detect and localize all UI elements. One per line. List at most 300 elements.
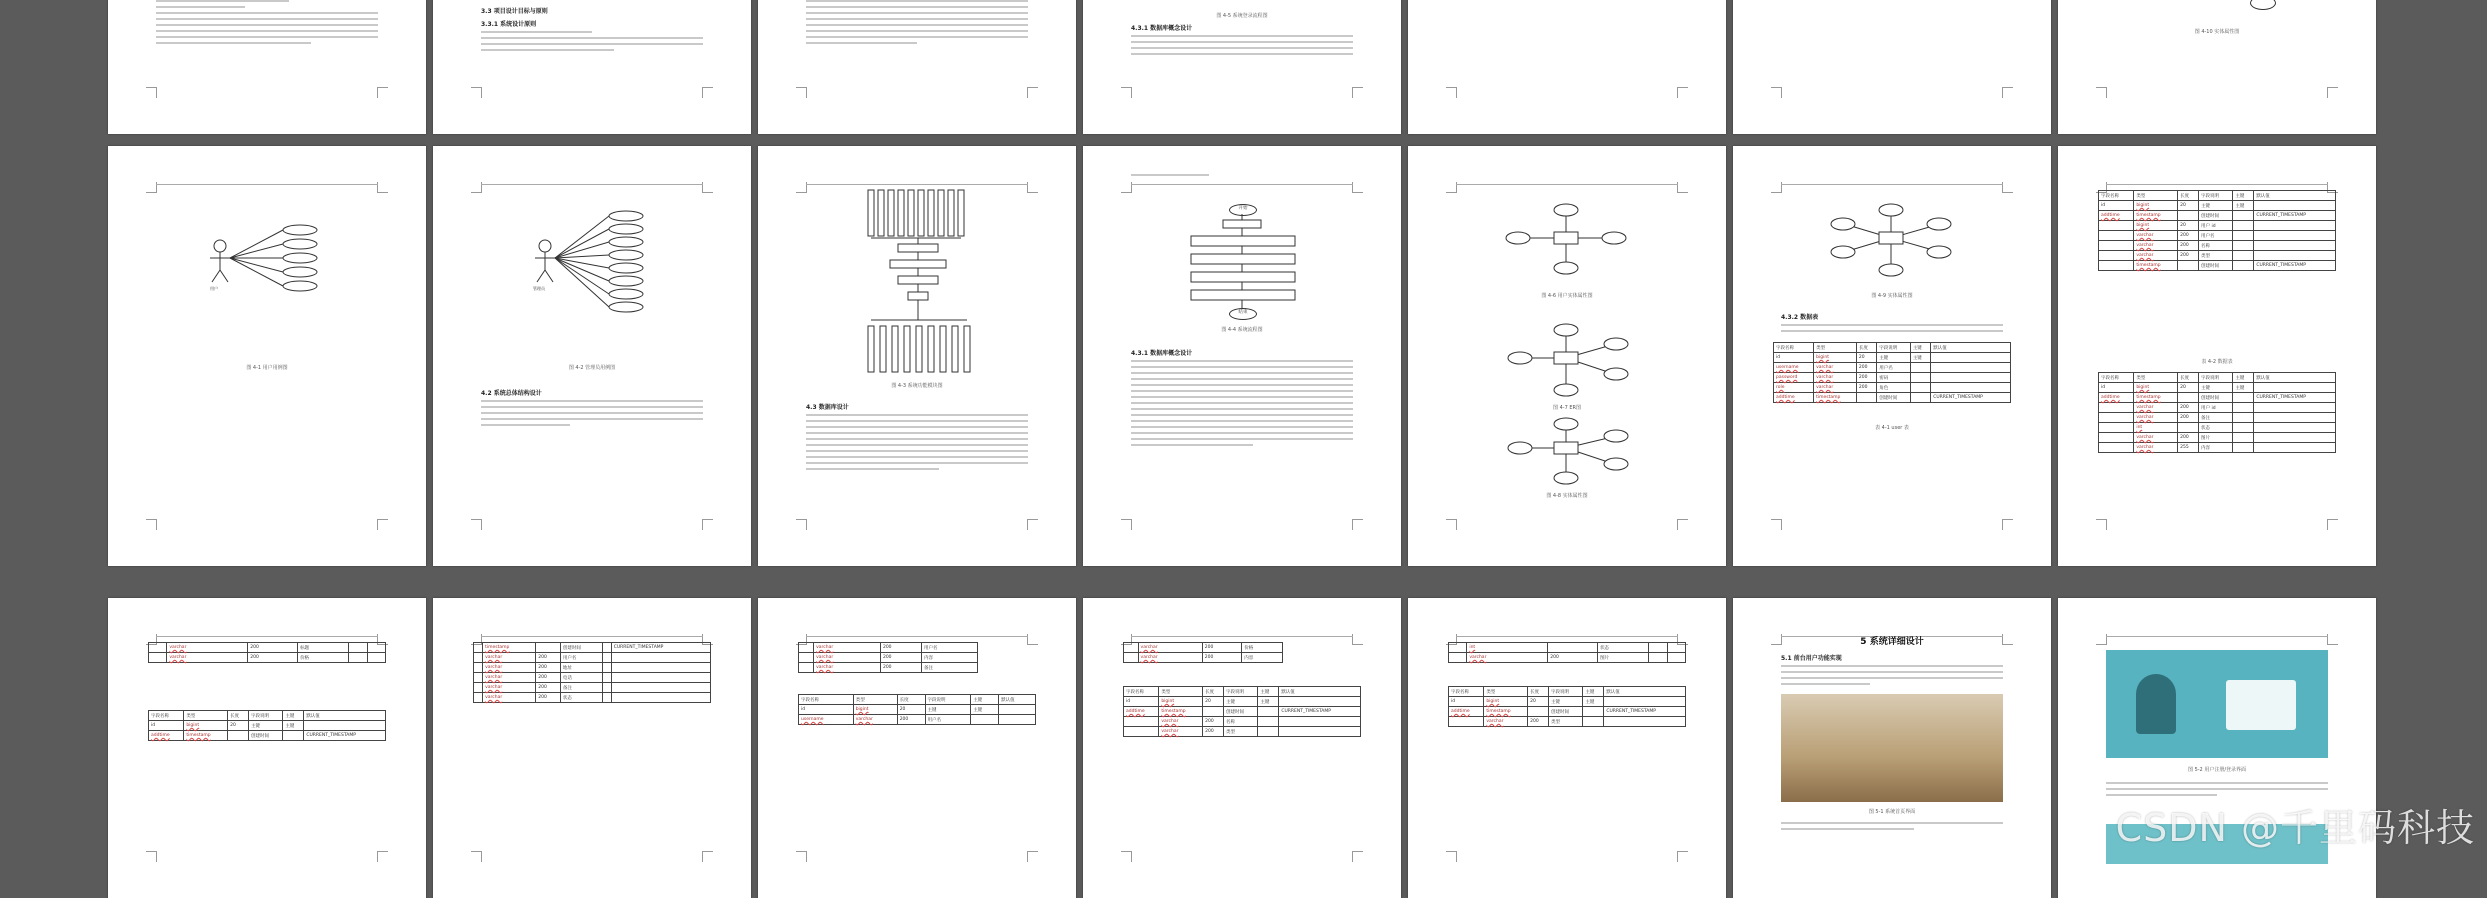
table-cell: 200 [1856,363,1876,373]
table-row [1124,697,1361,707]
table-cell: 20 [897,705,925,715]
page-thumbnail[interactable] [1733,598,2051,898]
page-thumbnail[interactable] [108,146,426,566]
table-header-cell: 长度 [2178,191,2199,201]
table-cell: 200 [1528,717,1549,727]
table-cell: CURRENT_TIMESTAMP [1279,707,1361,717]
table-cell: varchar [2134,241,2178,251]
table-cell [611,673,710,683]
table-header-cell: 类型 [2134,373,2178,383]
table-header-cell: 默认值 [999,695,1036,705]
table-cell [799,663,814,673]
table-cell: 创建时间 [1877,393,1911,403]
table-cell: 20 [2178,201,2199,211]
table-row [2099,261,2336,271]
page-thumbnail[interactable] [1083,598,1401,898]
table-cell: 200 [2178,413,2199,423]
table-cell: bigint [1159,697,1203,707]
table-header-cell: 字段名称 [1774,343,1814,353]
table-cell [2099,251,2134,261]
table-cell: varchar [814,653,881,663]
table-header-cell: 主键 [283,711,304,721]
table-cell [283,731,304,741]
page-thumbnail[interactable] [1733,0,2051,134]
table-cell: 用户 id [2199,403,2233,413]
table-header-cell: 字段说明 [249,711,283,721]
table-header-cell: 字段名称 [1449,687,1484,697]
table-header-cell: 类型 [1484,687,1528,697]
table-cell: id [2099,383,2134,393]
table-cell [1910,363,1930,373]
page-thumbnail[interactable] [433,146,751,566]
table-cell: varchar [853,715,897,725]
login-panel [2226,680,2296,730]
data-table [1773,342,2011,403]
table-row [149,721,386,731]
page-thumbnail[interactable] [1408,146,1726,566]
table-cell [2254,413,2336,423]
section-heading: 5.1 前台用户功能实现 [1781,655,1842,662]
table-cell: varchar [1159,727,1203,737]
page-thumbnail[interactable] [2058,0,2376,134]
table-cell: addtime [1449,707,1484,717]
table-row [2099,383,2336,393]
table-cell: 200 [2178,403,2199,413]
table-row [2099,423,2336,433]
table-header-cell: 长度 [1528,687,1549,697]
table-cell: 名称 [2199,241,2233,251]
table-cell: 20 [1856,353,1876,363]
table-cell [2099,261,2134,271]
table-cell [367,643,385,653]
table-cell [2254,433,2336,443]
table-cell: varchar [1814,373,1857,383]
table-cell: password [1774,373,1814,383]
table-cell [304,721,386,731]
table-cell: int [1467,643,1548,653]
table-cell [2254,231,2336,241]
table-row [474,663,711,673]
page-thumbnail[interactable] [433,598,751,898]
table-row [2099,393,2336,403]
table-cell [602,683,611,693]
table-cell: 密码 [1877,373,1911,383]
section-heading: 3.3.1 系统设计原则 [481,21,537,28]
actor-label: 用户 [210,286,218,291]
table-cell [2233,393,2254,403]
table-cell [1258,727,1279,737]
use-case-diagram [108,146,426,566]
table-cell: timestamp [1159,707,1203,717]
table-header-row [1449,687,1686,697]
table-cell: 用户名 [2199,231,2233,241]
table-row [2099,231,2336,241]
table-cell: 内容 [922,653,978,663]
table-cell: 200 [536,663,561,673]
table-header-row [2099,191,2336,201]
table-header-cell: 类型 [184,711,228,721]
table-row [799,705,1036,715]
chapter-title: 5 系统详细设计 [1860,637,1924,647]
table-cell [2099,403,2134,413]
page-thumbnail[interactable] [1083,146,1401,566]
table-cell: 200 [2178,231,2199,241]
table-cell [2099,423,2134,433]
table-cell: varchar [2134,231,2178,241]
table-cell: 主键 [925,705,971,715]
table-cell [2099,443,2134,453]
table-cell: 200 [880,663,921,673]
table-cell [474,663,483,673]
table-cell: 用户名 [922,643,978,653]
table-row [1774,363,2011,373]
table-header-cell: 主键 [1258,687,1279,697]
figure-caption: 图 4-8 实体属性图 [1546,493,1588,499]
page-thumbnail[interactable] [2058,598,2376,898]
table-cell [1910,393,1930,403]
table-cell [1667,643,1685,653]
table-cell [2233,241,2254,251]
table-cell: 20 [228,721,249,731]
table-cell [2233,221,2254,231]
table-cell [1931,373,2011,383]
table-cell [2254,443,2336,453]
table-cell [149,653,167,663]
table-row [149,731,386,741]
table-cell: 用户名 [1877,363,1911,373]
table-cell: 名称 [1224,717,1258,727]
table-cell [1124,727,1159,737]
table-cell [474,673,483,683]
table-cell [149,643,167,653]
table-cell [1258,717,1279,727]
page-thumbnail[interactable] [108,0,426,134]
table-header-cell: 长度 [2178,373,2199,383]
flow-start-node: 开始 [1229,204,1257,216]
table-cell: 200 [2178,241,2199,251]
table-caption: 表 4-2 数据表 [2201,359,2233,365]
table-cell: 200 [1203,727,1224,737]
table-cell: CURRENT_TIMESTAMP [1931,393,2011,403]
figure-caption: 图 4-2 管理员用例图 [568,365,616,371]
table-row [1774,353,2011,363]
section-heading: 4.3.1 数据库概念设计 [1131,350,1193,357]
section-heading: 4.3.1 数据库概念设计 [1131,25,1193,32]
table-cell [2233,423,2254,433]
table-cell: 主键 [1910,353,1930,363]
table-header-cell: 默认值 [2254,373,2336,383]
table-cell: varchar [1484,717,1528,727]
table-header-cell: 字段名称 [149,711,184,721]
table-header-cell: 默认值 [1279,687,1361,697]
page-thumbnail[interactable] [1408,0,1726,134]
table-header-cell: 长度 [897,695,925,705]
table-cell [971,715,999,725]
table-cell: CURRENT_TIMESTAMP [2254,261,2336,271]
table-cell: 创建时间 [2199,261,2233,271]
table-cell [1449,653,1467,663]
screenshot-image [1781,694,2003,802]
table-caption: 表 4-1 user 表 [1875,425,1909,431]
page-thumbnail[interactable] [758,0,1076,134]
table-cell: bigint [853,705,897,715]
table-cell: 200 [880,653,921,663]
page-thumbnail[interactable] [1733,146,2051,566]
table-cell: 200 [536,653,561,663]
table-row [799,715,1036,725]
table-cell: timestamp [184,731,228,741]
table-cell [799,653,814,663]
table-header-cell: 字段说明 [1877,343,1911,353]
table-cell: CURRENT_TIMESTAMP [1604,707,1686,717]
data-table [1448,686,1686,727]
table-row [474,653,711,663]
page-thumbnail[interactable] [1083,0,1401,134]
table-cell: 状态 [560,693,602,703]
section-heading: 3.3 项目设计目标与原则 [481,8,548,15]
page-thumbnail[interactable] [758,146,1076,566]
data-table [1448,642,1686,663]
table-cell [1931,383,2011,393]
table-cell: 图片 [2199,433,2233,443]
table-cell [1583,717,1604,727]
document-page-grid [108,0,2468,876]
table-cell [349,653,367,663]
table-cell: timestamp [1484,707,1528,717]
table-cell: 20 [2178,383,2199,393]
table-header-cell: 字段名称 [799,695,854,705]
table-cell [999,715,1036,725]
table-row [2099,251,2336,261]
table-cell [1449,643,1467,653]
table-cell: 类型 [2199,251,2233,261]
screenshot-image [2106,650,2328,758]
table-cell: id [1774,353,1814,363]
table-row [1449,717,1686,727]
table-cell: 200 [248,643,298,653]
table-cell: varchar [2134,251,2178,261]
table-header-cell: 类型 [853,695,897,705]
page-thumbnail[interactable] [758,598,1076,898]
table-header-cell: 主键 [1583,687,1604,697]
table-header-cell: 主键 [2233,191,2254,201]
table-cell: 价格 [298,653,349,663]
table-header-row [799,695,1036,705]
table-row [2099,413,2336,423]
table-cell [2254,423,2336,433]
data-table [1123,642,1283,663]
data-table [798,642,978,673]
table-cell: addtime [149,731,184,741]
table-cell: 内容 [1242,653,1283,663]
table-row [2099,433,2336,443]
table-cell: 电话 [560,673,602,683]
table-cell: CURRENT_TIMESTAMP [611,643,710,653]
table-cell: 200 [1203,717,1224,727]
table-cell: id [149,721,184,731]
table-cell [1931,363,2011,373]
table-cell: 255 [2178,443,2199,453]
table-cell: 主键 [1258,697,1279,707]
table-header-cell: 默认值 [304,711,386,721]
table-header-row [1124,687,1361,697]
table-cell: 主键 [2199,201,2233,211]
function-module-diagram [758,146,1076,566]
table-header-cell: 默认值 [1931,343,2011,353]
table-row [2099,221,2336,231]
table-cell: 200 [536,673,561,683]
table-cell: id [1124,697,1159,707]
table-row [1449,707,1686,717]
table-cell: 主键 [2233,201,2254,211]
figure-caption: 图 4-5 系统登录流程图 [1216,13,1268,19]
table-cell: varchar [483,673,536,683]
table-cell: varchar [483,653,536,663]
table-cell: varchar [1814,363,1857,373]
table-cell [2178,261,2199,271]
table-cell: 创建时间 [2199,211,2233,221]
table-cell: 20 [1528,697,1549,707]
table-cell [1528,707,1549,717]
table-cell [2233,251,2254,261]
table-row [2099,211,2336,221]
data-table [148,710,386,741]
table-cell [2254,403,2336,413]
table-cell [799,643,814,653]
table-row [149,643,386,653]
table-cell: addtime [2099,211,2134,221]
table-cell: username [799,715,854,725]
table-row [474,673,711,683]
table-row [1124,643,1283,653]
table-cell: 200 [1856,373,1876,383]
table-cell: varchar [1138,653,1202,663]
table-header-cell: 类型 [1814,343,1857,353]
table-row [2099,403,2336,413]
table-cell [2099,221,2134,231]
table-cell: 创建时间 [2199,393,2233,403]
table-cell [1910,383,1930,393]
table-header-cell: 字段名称 [2099,373,2134,383]
table-cell: bigint [2134,221,2178,231]
table-cell: bigint [1814,353,1857,363]
table-cell: 200 [2178,433,2199,443]
table-cell [2254,383,2336,393]
table-cell: varchar [2134,433,2178,443]
table-cell [2254,241,2336,251]
table-cell: 内容 [2199,443,2233,453]
page-thumbnail[interactable] [1408,598,1726,898]
table-header-cell: 长度 [1856,343,1876,353]
table-cell: 主键 [249,721,283,731]
table-cell: 主键 [283,721,304,731]
figure-caption: 图 5-2 用户注册/登录界面 [2187,767,2247,773]
table-cell: 状态 [2199,423,2233,433]
table-cell: 备注 [2199,413,2233,423]
table-header-row [149,711,386,721]
table-cell [2254,221,2336,231]
table-cell: timestamp [483,643,536,653]
table-cell: 200 [536,693,561,703]
table-cell [2099,433,2134,443]
table-cell [602,693,611,703]
table-cell [1279,697,1361,707]
table-cell [474,683,483,693]
table-row [1124,707,1361,717]
table-row [2099,201,2336,211]
table-cell: varchar [1138,643,1202,653]
table-row [1124,653,1283,663]
section-heading: 4.3 数据库设计 [806,404,849,411]
data-table [473,642,711,703]
table-cell: timestamp [2134,211,2178,221]
table-header-row [2099,373,2336,383]
table-cell: 200 [536,683,561,693]
table-row [799,643,978,653]
table-cell: varchar [1467,653,1548,663]
table-row [799,653,978,663]
table-cell: 价格 [1242,643,1283,653]
table-cell: 200 [1202,653,1242,663]
table-cell: 用户 id [2199,221,2233,231]
table-cell [1604,697,1686,707]
table-row [1449,653,1686,663]
table-cell: timestamp [1814,393,1857,403]
table-cell [1649,653,1667,663]
page-thumbnail[interactable] [433,0,751,134]
table-header-cell: 字段说明 [925,695,971,705]
table-cell: 主键 [1549,697,1583,707]
table-cell: 类型 [1549,717,1583,727]
table-cell [1124,653,1139,663]
table-cell [2233,403,2254,413]
table-cell: 图片 [1598,653,1649,663]
table-cell [2178,423,2199,433]
table-cell: 主键 [971,705,999,715]
table-header-cell: 主键 [2233,373,2254,383]
table-header-cell: 主键 [971,695,999,705]
table-cell [602,653,611,663]
table-cell: id [1449,697,1484,707]
table-cell [1124,717,1159,727]
table-cell: addtime [1124,707,1159,717]
table-cell: varchar [2134,413,2178,423]
table-cell: 主键 [1877,353,1911,363]
table-cell: varchar [814,663,881,673]
figure-caption: 图 5-1 系统首页界面 [1868,809,1916,815]
table-cell: varchar [167,643,248,653]
table-cell [474,693,483,703]
use-case-diagram [433,146,751,566]
table-row [1774,383,2011,393]
page-thumbnail[interactable] [108,598,426,898]
table-cell: id [2099,201,2134,211]
table-cell: 200 [897,715,925,725]
table-cell [2233,413,2254,423]
watermark: CSDN @千里码科技 [2115,806,2475,850]
table-row [1449,643,1686,653]
table-cell: varchar [1159,717,1203,727]
diagram-node [2250,0,2276,10]
table-header-cell: 长度 [228,711,249,721]
table-cell [611,683,710,693]
page-thumbnail[interactable] [2058,146,2376,566]
table-cell: CURRENT_TIMESTAMP [2254,211,2336,221]
table-row [1774,393,2011,403]
table-cell: 200 [880,643,921,653]
table-header-cell: 主键 [1910,343,1930,353]
table-header-cell: 字段名称 [2099,191,2134,201]
